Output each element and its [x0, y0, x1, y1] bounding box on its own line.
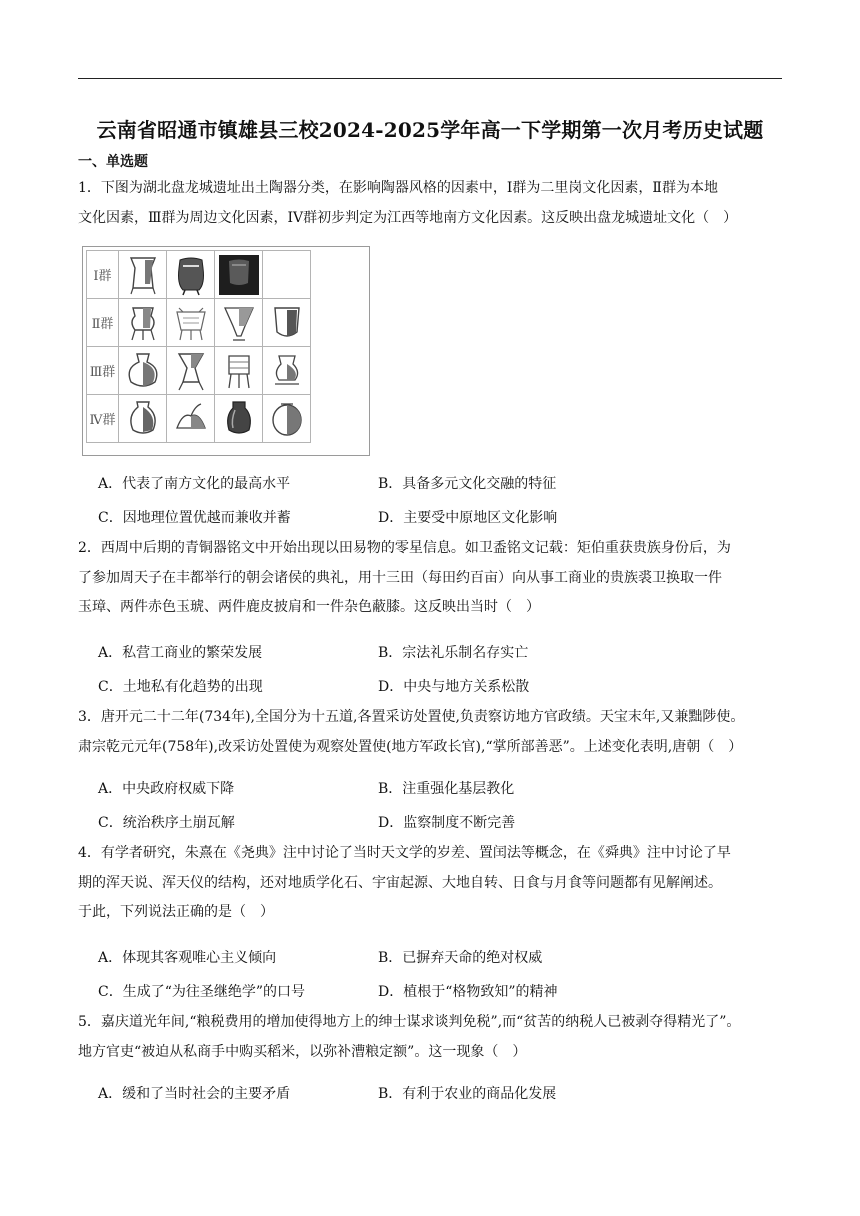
question-line: 地方官吏“被迫从私商手中购买稻米，以弥补漕粮定额”。这一现象（ ）	[78, 1043, 527, 1060]
question-4	[78, 839, 784, 928]
pottery-vessel-icon	[215, 299, 263, 347]
option-2a[interactable]: A．私营工商业的繁荣发展	[98, 645, 263, 661]
option-4b[interactable]: B．已摒弃天命的绝对权威	[378, 950, 543, 966]
question-line: 期的浑天说、浑天仪的结构，还对地质学化石、宇宙起源、大地自转、日食与月食等问题都有见解阐述。	[78, 874, 722, 891]
pottery-vessel-icon	[215, 395, 263, 443]
pottery-vessel-icon	[119, 251, 167, 299]
pottery-vessel-icon	[215, 347, 263, 395]
pottery-vessel-icon	[263, 347, 311, 395]
pottery-vessel-icon	[167, 395, 215, 443]
option-3c[interactable]: C．统治秩序土崩瓦解	[98, 815, 235, 831]
option-3b[interactable]: B．注重强化基层教化	[378, 781, 515, 797]
header-rule	[78, 78, 782, 79]
question-line: 文化因素，Ⅲ群为周边文化因素，ⅠⅤ群初步判定为江西等地南方文化因素。这反映出盘龙城遗址文化（ ）	[78, 209, 738, 226]
option-5b[interactable]: B．有利于农业的商品化发展	[378, 1086, 557, 1102]
question-line: 5．嘉庆道光年间,“粮税费用的增加使得地方上的绅士谋求谈判免税”,而“贫苦的纳税人已被剥夺得精光了”。	[78, 1014, 741, 1030]
question-line: 肃宗乾元元年(758年),改采访处置使为观察处置使(地方军政长官),“掌所部善恶”。上述变化表明,唐朝（ ）	[78, 738, 743, 755]
question-line: 玉璋、两件赤色玉琥、两件鹿皮披肩和一件杂色蔽膝。这反映出当时（ ）	[78, 599, 540, 615]
pottery-vessel-icon	[119, 299, 167, 347]
row-label: Ⅰ群	[87, 251, 119, 299]
question-line: 4．有学者研究，朱熹在《尧典》注中讨论了当时天文学的岁差、置闰法等概念，在《舜典》注中讨论了早	[78, 845, 731, 861]
option-4d[interactable]: D．植根于“格物致知”的精神	[378, 984, 558, 1000]
pottery-vessel-icon	[167, 347, 215, 395]
option-4c[interactable]: C．生成了“为往圣继绝学”的口号	[98, 984, 306, 1000]
question-3	[78, 703, 784, 762]
option-2c[interactable]: C．土地私有化趋势的出现	[98, 679, 263, 695]
option-2b[interactable]: B．宗法礼乐制名存实亡	[378, 645, 529, 661]
row-label: Ⅲ群	[87, 347, 119, 395]
row-label: Ⅳ群	[87, 395, 119, 443]
empty-cell	[263, 251, 311, 299]
pottery-vessel-icon	[263, 299, 311, 347]
pottery-row-4	[87, 395, 311, 443]
pottery-vessel-icon	[167, 251, 215, 299]
row-label: Ⅱ群	[87, 299, 119, 347]
pottery-row-3	[87, 347, 311, 395]
pottery-photo-icon	[215, 251, 263, 299]
pottery-vessel-icon	[119, 395, 167, 443]
question-line: 1．下图为湖北盘龙城遗址出土陶器分类，在影响陶器风格的因素中，Ⅰ群为二里岗文化因素，Ⅱ群为本地	[78, 180, 718, 196]
pottery-classification-figure	[82, 246, 370, 456]
question-line: 2．西周中后期的青铜器铭文中开始出现以田易物的零星信息。如卫盉铭文记载：矩伯重获贵族身份后，为	[78, 540, 731, 556]
option-2d[interactable]: D．中央与地方关系松散	[378, 679, 530, 695]
question-2	[78, 534, 784, 623]
pottery-vessel-icon	[263, 395, 311, 443]
option-3d[interactable]: D．监察制度不断完善	[378, 815, 516, 831]
option-1b[interactable]: B．具备多元文化交融的特征	[378, 476, 557, 492]
pottery-row-1	[87, 251, 311, 299]
option-5a[interactable]: A．缓和了当时社会的主要矛盾	[98, 1086, 291, 1102]
pottery-vessel-icon	[167, 299, 215, 347]
section-heading: 一、单选题	[78, 154, 148, 170]
pottery-vessel-icon	[119, 347, 167, 395]
pottery-row-2	[87, 299, 311, 347]
question-line: 了参加周天子在丰都举行的朝会诸侯的典礼，用十三田（每田约百亩）向从事工商业的贵族裘卫换取一件	[78, 569, 722, 586]
question-5	[78, 1008, 784, 1067]
question-line: 3．唐开元二十二年(734年),全国分为十五道,各置采访处置使,负责察访地方官政绩。天宝末年,又兼黜陟使。	[78, 709, 745, 725]
option-1d[interactable]: D．主要受中原地区文化影响	[378, 510, 558, 526]
pottery-table	[86, 250, 311, 443]
option-1c[interactable]: C．因地理位置优越而兼收并蓄	[98, 510, 291, 526]
option-1a[interactable]: A．代表了南方文化的最高水平	[98, 476, 291, 492]
question-1	[78, 174, 784, 233]
option-3a[interactable]: A．中央政府权威下降	[98, 781, 235, 797]
option-4a[interactable]: A．体现其客观唯心主义倾向	[98, 950, 277, 966]
page-title: 云南省昭通市镇雄县三校2024-2025学年高一下学期第一次月考历史试题	[96, 118, 764, 142]
question-line: 于此，下列说法正确的是（ ）	[78, 904, 274, 920]
